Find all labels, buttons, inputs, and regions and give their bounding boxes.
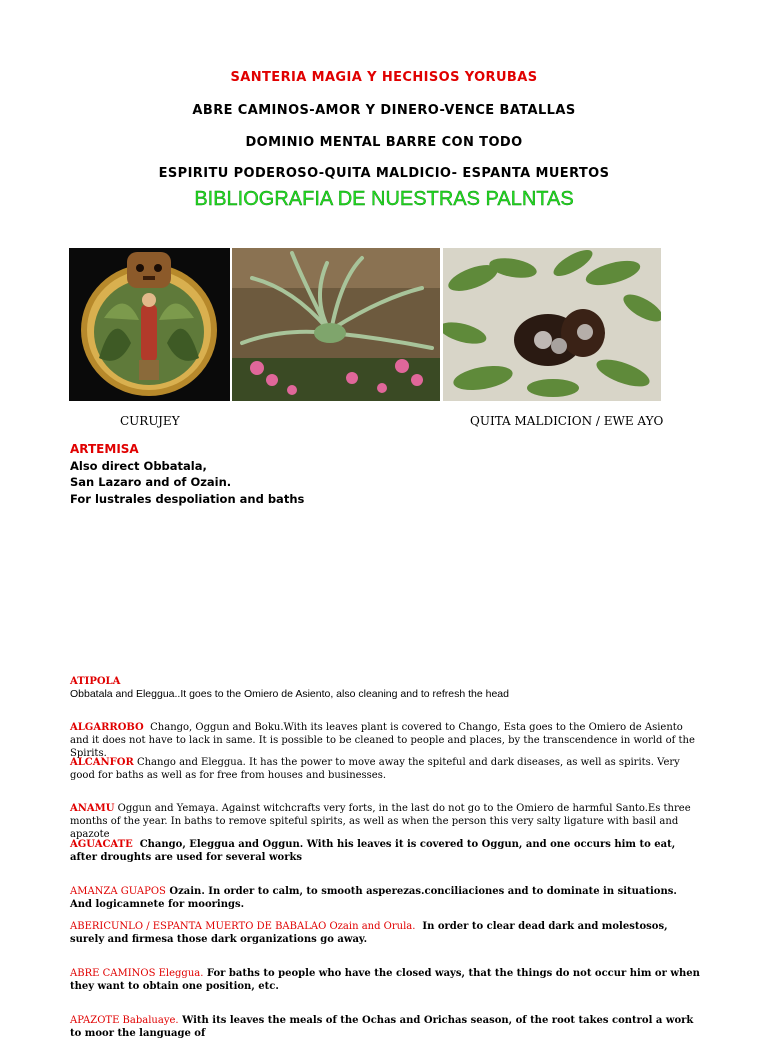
seed-pod-image — [443, 248, 661, 401]
entry-name: ALGARROBO — [70, 722, 144, 733]
artemisa-title: ARTEMISA — [70, 442, 139, 456]
entry-abericunlo — [70, 920, 702, 946]
title-santeria: SANTERIA MAGIA Y HECHISOS YORUBAS — [230, 70, 538, 85]
air-plant-image — [232, 248, 440, 401]
entry-amanza-guapos — [70, 885, 702, 911]
artemisa-section — [70, 441, 304, 507]
entry-name: AGUACATE — [70, 839, 133, 850]
entry-text: For baths to people who have the closed ways, that the things do not occur him or when they want to obtain one position, etc. — [70, 968, 700, 992]
ozain-saint-image — [69, 248, 230, 401]
entry-aguacate — [70, 838, 702, 864]
subtitle-abre-caminos: ABRE CAMINOS-AMOR Y DINERO-VENCE BATALLAS — [192, 103, 576, 118]
entry-text: Chango and Eleggua. It has the power to move away the spiteful and dark diseases, as well as spirits. Very good for baths as well as for free from houses and businesses. — [70, 757, 680, 781]
entry-algarrobo — [70, 721, 702, 760]
entry-text: In order to clear dead dark and molestosos, surely and firmesa those dark organizations go away. — [70, 921, 668, 945]
entry-text: Chango, Eleggua and Oggun. With his leaves it is covered to Oggun, and one occurs him to eat, after droughts are used for several works — [70, 839, 676, 863]
caption-quita-maldicion: QUITA MALDICION / EWE AYO — [470, 414, 664, 428]
entry-text: Chango, Oggun and Boku.With its leaves plant is covered to Chango, Esta goes to the Omiero de Asiento and it does not have to lack in same. It is possible to be cleaned to people and places, by the transcendence in world of the Spirits. — [70, 722, 695, 759]
entry-text: Ozain. In order to calm, to smooth asperezas.conciliaciones and to dominate in situations. And logicamnete for moorings. — [70, 886, 677, 910]
heading-bibliografia: BIBLIOGRAFIA DE NUESTRAS PALNTAS — [194, 188, 574, 210]
entry-atipola — [70, 675, 702, 701]
entry-name: ATIPOLA — [70, 676, 121, 687]
entry-name: ABRE CAMINOS Eleggua. — [70, 968, 204, 979]
subtitle-espiritu-poderoso: ESPIRITU PODEROSO-QUITA MALDICIO- ESPANTA MUERTOS — [158, 166, 610, 181]
entry-text: With its leaves the meals of the Ochas and Orichas season, of the root takes control a work to moor the language of — [70, 1015, 694, 1039]
entry-alcanfor — [70, 756, 702, 782]
artemisa-line-1: Also direct Obbatala, — [70, 458, 207, 473]
artemisa-line-3: For lustrales despoliation and baths — [70, 491, 305, 506]
entry-name: ABERICUNLO / ESPANTA MUERTO DE BABALAO Ozain and Orula. — [70, 921, 416, 932]
entry-name: ANAMU — [70, 803, 115, 814]
entry-abre-caminos — [70, 967, 702, 993]
entry-text: Obbatala and Eleggua..It goes to the Omiero de Asiento, also cleaning and to refresh the head — [70, 688, 509, 700]
entry-name: APAZOTE Babaluaye. — [70, 1015, 179, 1026]
entry-name: AMANZA GUAPOS — [70, 886, 166, 897]
entry-anamu — [70, 802, 702, 841]
subtitle-dominio-mental: DOMINIO MENTAL BARRE CON TODO — [245, 135, 523, 150]
entry-text: Oggun and Yemaya. Against witchcrafts very forts, in the last do not go to the Omiero de harmful Santo.Es three months of the year. In baths to remove spiteful spirits, as well as when the person this very salty ligature with basil and apazote — [70, 803, 691, 840]
caption-curujey: CURUJEY — [120, 414, 180, 428]
entry-name: ALCANFOR — [70, 757, 134, 768]
entry-apazote — [70, 1014, 702, 1040]
artemisa-line-2: San Lazaro and of Ozain. — [70, 475, 232, 489]
